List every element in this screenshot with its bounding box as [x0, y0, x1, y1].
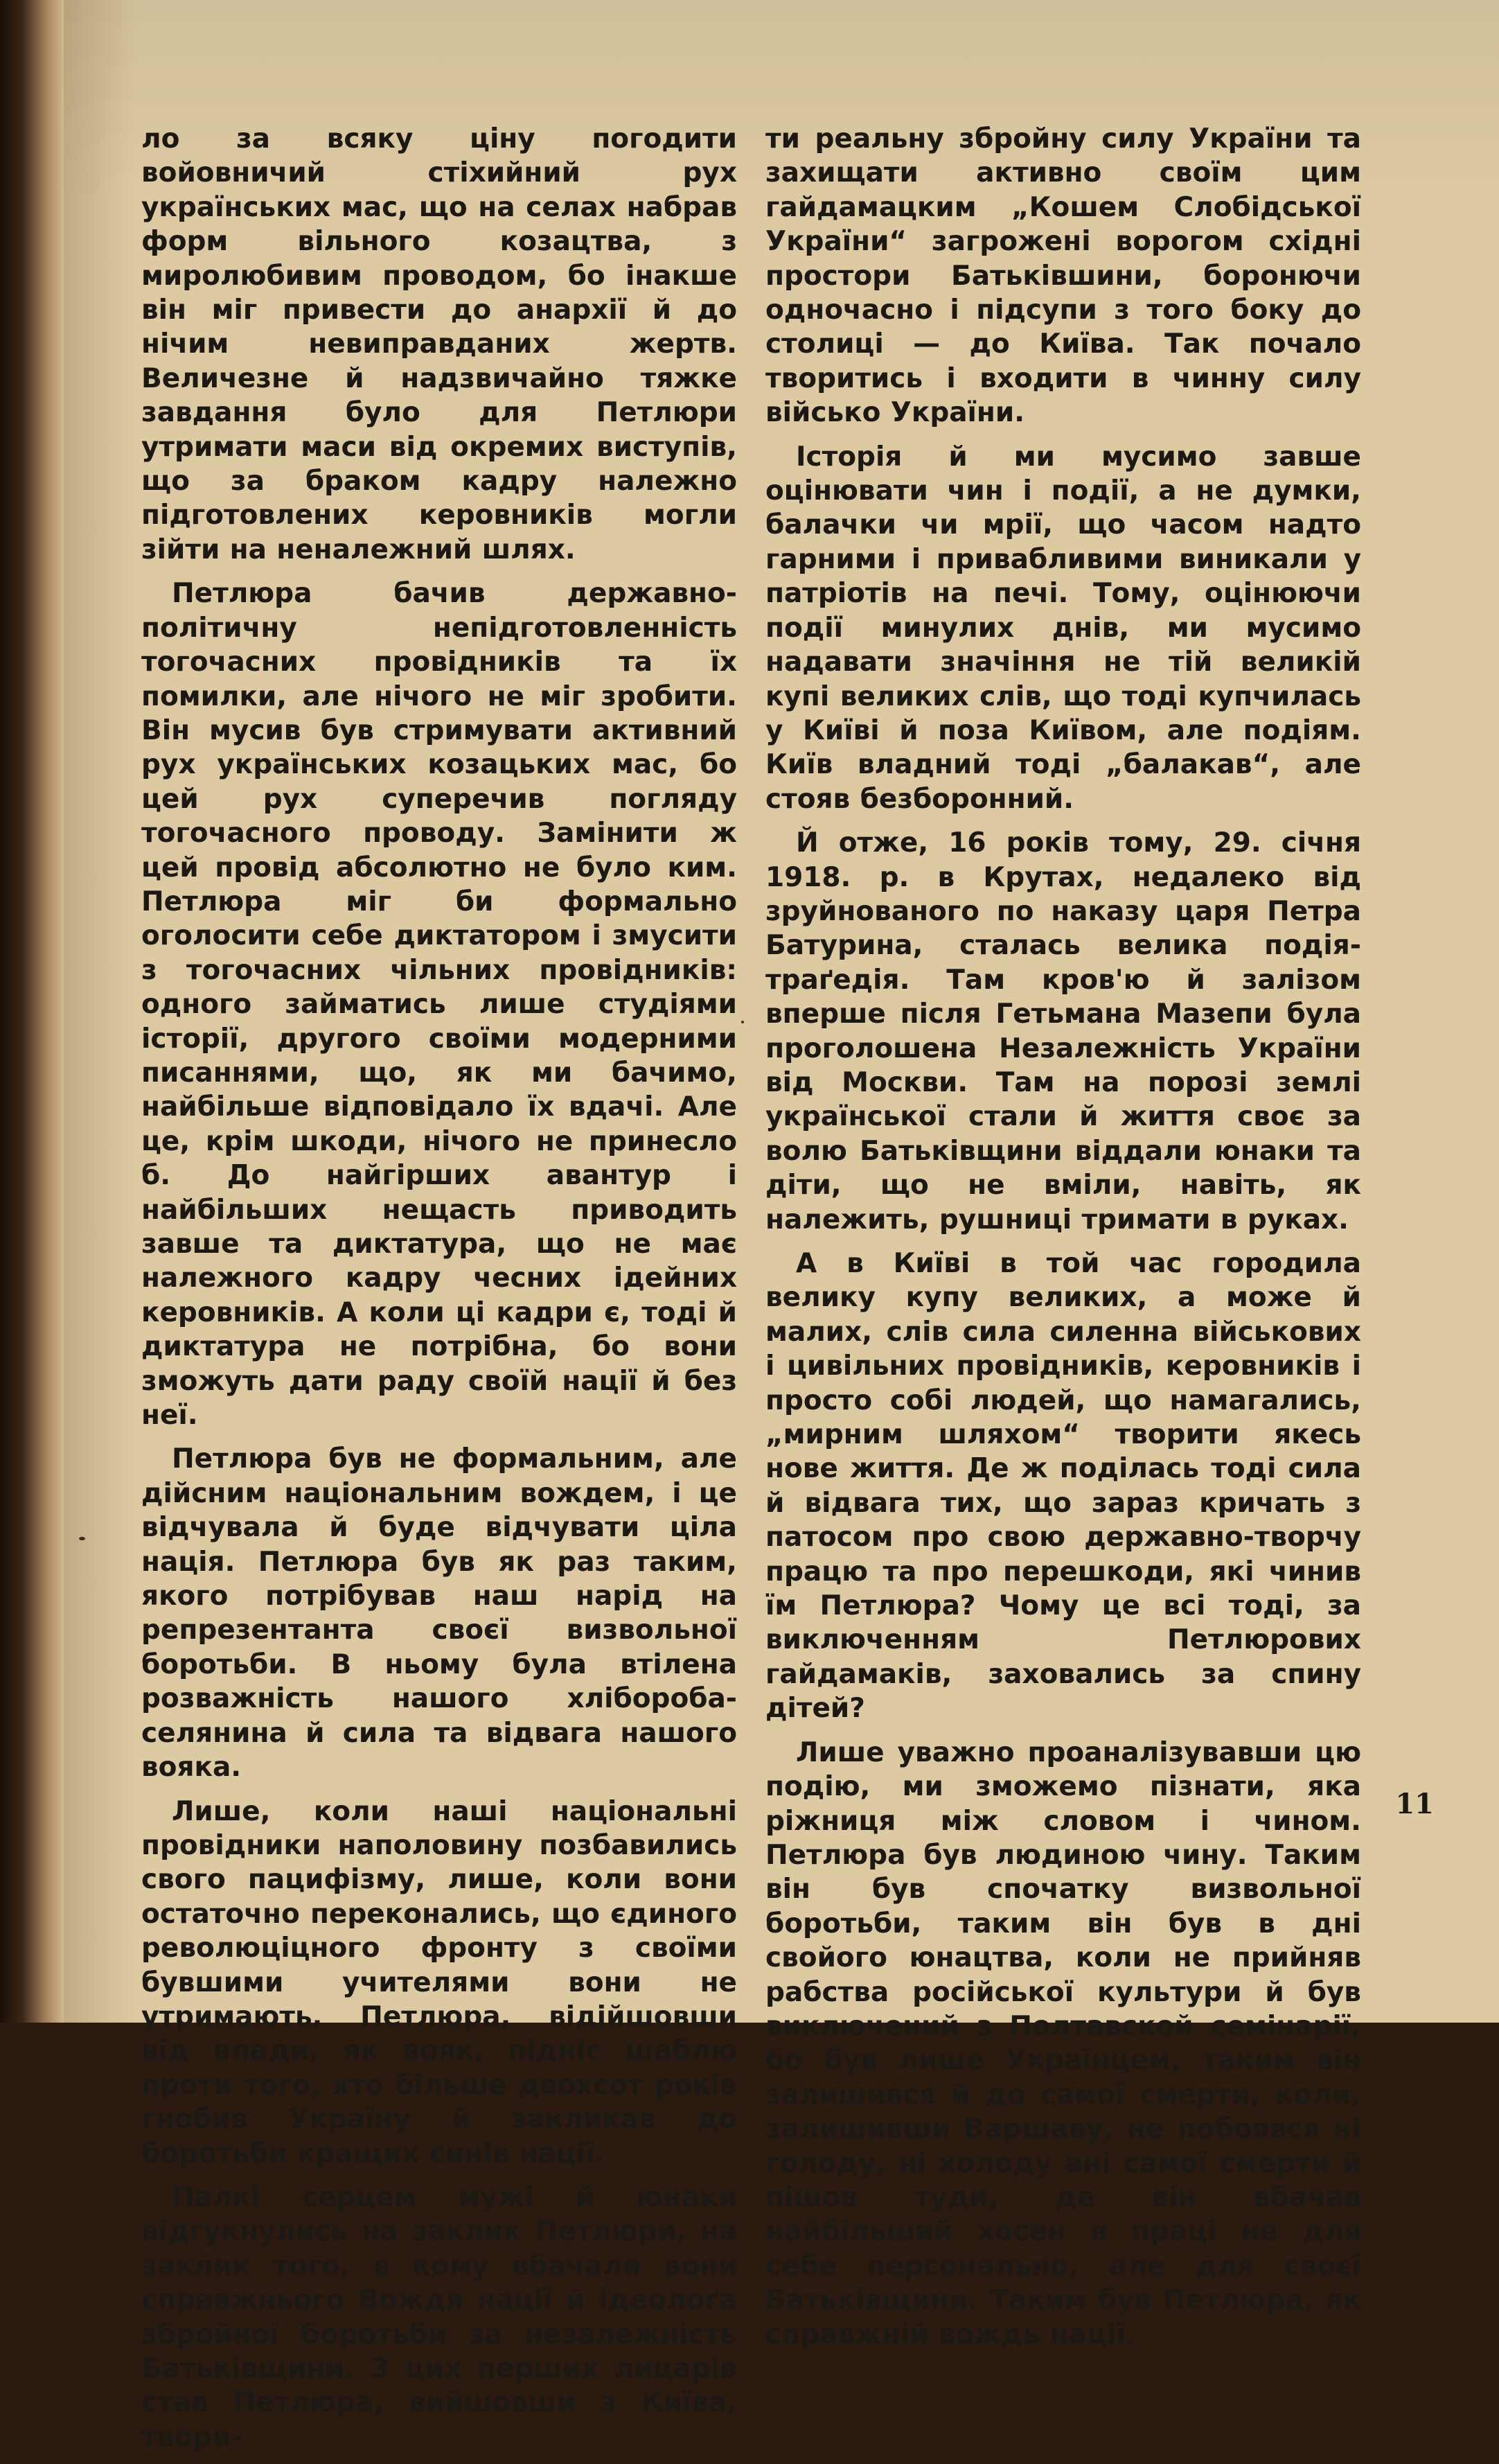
paragraph: ло за всяку ціну погодити войовничий стіхийний рух українських мас, що на селах набрав форм вільного козацтва, з миролюбивим проводом, бо інакше він міг привести до анархії й до нічим невиправданих жертв. Величезне й надзвичайно тяжке завдання було для Петлюри утримати маси від окремих виступів, що за браком кадру належно підготовлених керовників могли зійти на неналежний шлях.	[141, 123, 737, 565]
book-spine-shadow	[0, 0, 64, 2023]
page-number: 11	[1395, 1788, 1434, 1820]
paragraph: Лише, коли наші національні провідники наполовину позбавились свого пацифізму, лише, коли вони остаточно переконались, що єдиного революціцного фронту з своїми бувшими учителями вони не утримають, Петлюра, відійшовши від влади, як вояк, підніс шаблю проти того, хто більше двохсот років гнобив Україну й закликав до боротьби кращих синів нації.	[141, 1795, 737, 2170]
paragraph: Лише уважно проаналізувавши цю подію, ми зможемо пізнати, яка ріжниця між словом і чином. Петлюра був людиною чину. Таким він був спочатку визвольної боротьби, таким він був в дні свойого юнацтва, коли не прийняв рабства російської культури й був виключений з Полтавской семінарії, бо був лише Українцем, таким він залишився й до самої смерти, коли, залишивши Варшаву, не побоявся ні голоду, ні холоду ані самої смерти й пішов туди, де він вбачав найбільший хосен в праці не для себе персонально, але для своєї Батьківщини. Таким був Петлюра, як справжній вождь нації.	[765, 1736, 1361, 2350]
paragraph: Петлюра був не формальним, але дійсним національним вождем, і це відчувала й буде відчувати ціла нація. Петлюра був як раз таким, якого потрібував наш нарід на репрезентанта своєї визвольної боротьби. В ньому була втілена розважність нашого хлібороба-селянина й сила та відвага нашого вояка.	[141, 1443, 737, 1784]
text-column-right	[765, 122, 1361, 2361]
paragraph: А в Київі в той час городила велику купу великих, а може й малих, слів сила силенна військових і цивільних провідників, керовників і просто собі людей, що намагались, „мирним шляхом“ творити якесь нове життя. Де ж поділась тоді сила й відвага тих, що зараз кричать з патосом про свою державно-творчу працю та про перешкоди, які чинив їм Петлюра? Чому це всі тоді, за виключенням Петлюрових гайдамаків, заховались за спину дітей?	[765, 1248, 1361, 1725]
paragraph: Палкі серцем мужі й юнаки відгукнулись на заклик Петлюри, на заклик того, в кому вбачали вони справжнього Вождя нації й ідеолоґа збройної боротьби за незалежність Батьківщини. З цих перших лицарів став Петлюра, вийшовши з Київа, твори-	[141, 2181, 737, 2453]
paragraph: Петлюра бачив державно-політичну непідготовленність тогочасних провідників та їх помилки, але нічого не міг зробити. Він мусив був стримувати активний рух українських козацьких мас, бо цей рух суперечив погляду тогочасного проводу. Замінити ж цей провід абсолютно не було ким. Петлюра міг би формально оголосити себе диктатором і змусити з тогочасних чільних провідників: одного займатись лише студіями історії, другого своїми модерними писаннями, що, як ми бачимо, найбільше відповідало їх вдачі. Але це, крім шкоди, нічого не принесло б. До найгірших авантур і найбільших нещасть приводить завше та диктатура, що не має належного кадру чесних ідейних керовників. А коли ці кадри є, тоді й диктатура не потрібна, бо вони зможуть дати раду своїй нації й без неї.	[141, 578, 737, 1432]
text-column-left	[141, 122, 737, 2464]
paragraph: Історія й ми мусимо завше оцінювати чин і події, а не думки, балачки чи мрії, що часом надто гарними і привабливими виникали у патріотів на печі. Тому, оцінюючи події минулих днів, ми мусимо надавати значіння не тій великій купі великих слів, що тоді купчилась у Київі й поза Київом, але подіям. Київ владний тоді „балакав“, але стояв безборонний.	[765, 441, 1361, 815]
paragraph: Й отже, 16 років тому, 29. січня 1918. р. в Крутах, недалеко від зруйнованого по наказу царя Петра Батурина, сталась велика подія-траґедія. Там кров'ю й залізом вперше після Гетьмана Мазепи була проголошена Незалежність України від Москви. Там на порозі землі української стали й життя своє за волю Батьківщини віддали юнаки та діти, що не вміли, навіть, як належить, рушниці тримати в руках.	[765, 827, 1361, 1235]
paper-speck	[741, 1021, 744, 1023]
paper-speck	[79, 1537, 85, 1540]
scanned-page	[64, 0, 1499, 2453]
paragraph: ти реальну збройну силу України та захищати активно своїм цим гайдамацким „Кошем Слобідської України“ загрожені ворогом східні простори Батьківшини, боронючи одночасно і підсупи з того боку до столиці — до Київа. Так почало творитись і входити в чинну силу військо України.	[765, 123, 1361, 429]
